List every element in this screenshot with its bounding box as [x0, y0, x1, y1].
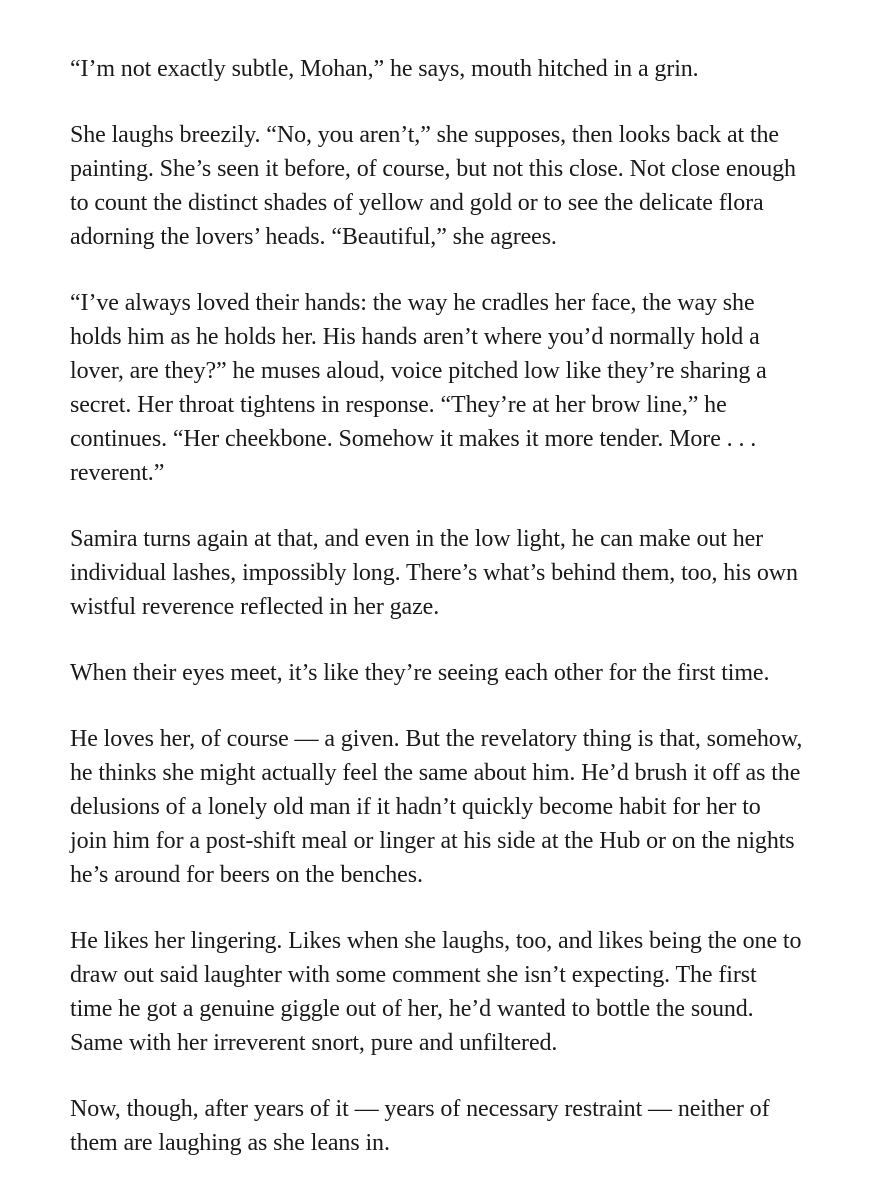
paragraph-7: He likes her lingering. Likes when she laughs, too, and likes being the one to draw out said laughter with some comment she isn’t expecting. The first time he got a genuine giggle out of her, he’d wanted to bottle the sound. Same with her irreverent snort, pure and unfiltered.: [70, 928, 802, 1056]
paragraph-3: “I’ve always loved their hands: the way he cradles her face, the way she holds him as he holds her. His hands aren’t where you’d normally hold a lover, are they?” he muses aloud, voice pitched low like they’re sharing a secret. Her throat tightens in response. “They’re at her brow line,” he continues. “Her cheekbone. Somehow it makes it more tender. More . . . reverent.”: [70, 290, 767, 486]
paragraph-6: He loves her, of course — a given. But the revelatory thing is that, somehow, he thinks she might actually feel the same about him. He’d brush it off as the delusions of a lonely old man if it hadn’t quickly become habit for her to join him for a post-shift meal or linger at his side at the Hub or on the nights he’s around for beers on the benches.: [70, 726, 803, 888]
paragraph-4: Samira turns again at that, and even in the low light, he can make out her individual lashes, impossibly long. There’s what’s behind them, too, his own wistful reverence reflected in her gaze.: [70, 526, 798, 620]
paragraph-5: When their eyes meet, it’s like they’re seeing each other for the first time.: [70, 660, 770, 686]
paragraph-8: Now, though, after years of it — years of necessary restraint — neither of them are laughing as she leans in.: [70, 1096, 770, 1156]
paragraph-2: She laughs breezily. “No, you aren’t,” she supposes, then looks back at the painting. She’s seen it before, of course, but not this close. Not close enough to count the distinct shades of yellow and gold or to see the delicate flora adorning the lovers’ heads. “Beautiful,” she agrees.: [70, 122, 796, 250]
paragraph-1: “I’m not exactly subtle, Mohan,” he says, mouth hitched in a grin.: [70, 56, 699, 82]
